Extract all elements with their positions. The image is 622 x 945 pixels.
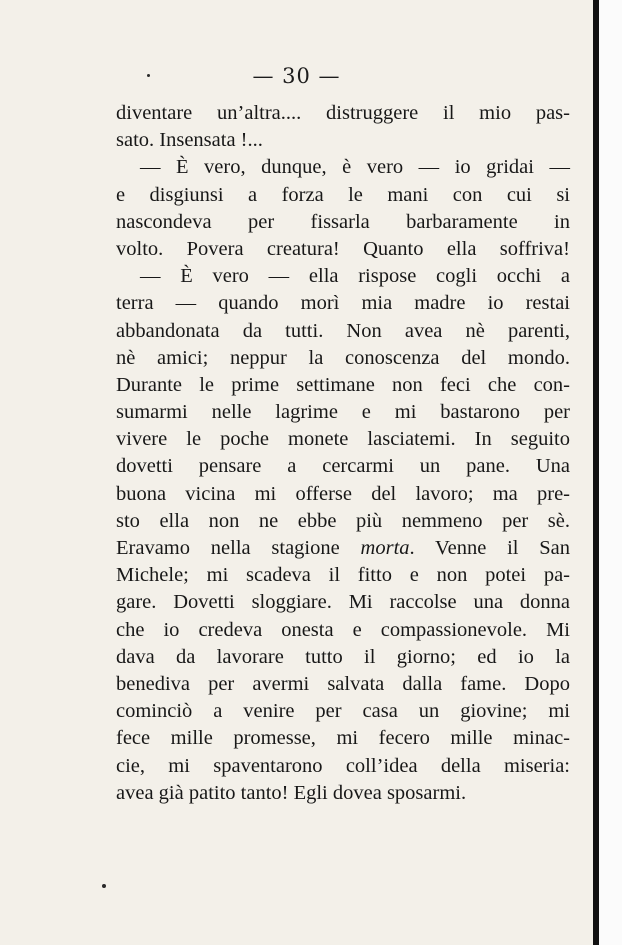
text-line: cominciò a venire per casa un giovine; mi (116, 700, 570, 723)
text-line: volto. Povera creatura! Quanto ella soffriva! (116, 237, 570, 260)
text-line: sto ella non ne ebbe più nemmeno per sè. (116, 509, 570, 532)
text-line: e disgiunsi a forza le mani con cui si (116, 183, 570, 206)
page-number: — 30 — (252, 64, 341, 88)
text-line: dava da lavorare tutto il giorno; ed io la (116, 645, 570, 668)
text-line: che io credeva onesta e compassionevole. Mi (116, 618, 570, 641)
text-line: benediva per avermi salvata dalla fame. Dopo (116, 672, 570, 695)
text-line: avea già patito tanto! Egli dovea sposarmi. (116, 781, 467, 804)
text-line: sumarmi nelle lagrime e mi bastarono per (116, 401, 570, 424)
text-line (116, 535, 570, 562)
page-margin (599, 0, 622, 945)
text-line: fece mille promesse, mi fecero mille minac- (116, 727, 570, 750)
text-line: buona vicina mi offerse del lavoro; ma pre- (116, 482, 570, 505)
text-line: diventare un’altra.... distruggere il mio pas- (116, 102, 570, 124)
text-line: nascondeva per fissarla barbaramente in (116, 210, 570, 233)
text-line: sato. Insensata !... (116, 129, 263, 152)
text-line: nè amici; neppur la conoscenza del mondo. (116, 346, 570, 369)
text-line: Durante le prime settimane non feci che con- (116, 373, 570, 396)
text-line: cie, mi spaventarono coll’idea della miseria: (116, 754, 570, 777)
text-line: terra — quando morì mia madre io restai (116, 292, 570, 315)
italic-word: morta (360, 537, 410, 559)
text-segment: Eravamo nella stagione (116, 537, 340, 559)
print-speck (102, 884, 106, 888)
text-line: abbandonata da tutti. Non avea nè parenti, (116, 319, 570, 342)
text-line: vivere le poche monete lasciatemi. In seguito (116, 428, 570, 451)
text-line: gare. Dovetti sloggiare. Mi raccolse una donna (116, 591, 570, 614)
text-line: dovetti pensare a cercarmi un pane. Una (116, 455, 570, 478)
print-speck (147, 74, 150, 77)
text-segment: . Venne il San (409, 537, 571, 559)
text-line: — È vero, dunque, è vero — io gridai — (140, 156, 570, 179)
text-line: Michele; mi scadeva il fitto e non potei pa- (116, 564, 570, 587)
body-text (116, 100, 570, 807)
text-line: — È vero — ella rispose cogli occhi a (140, 265, 570, 288)
